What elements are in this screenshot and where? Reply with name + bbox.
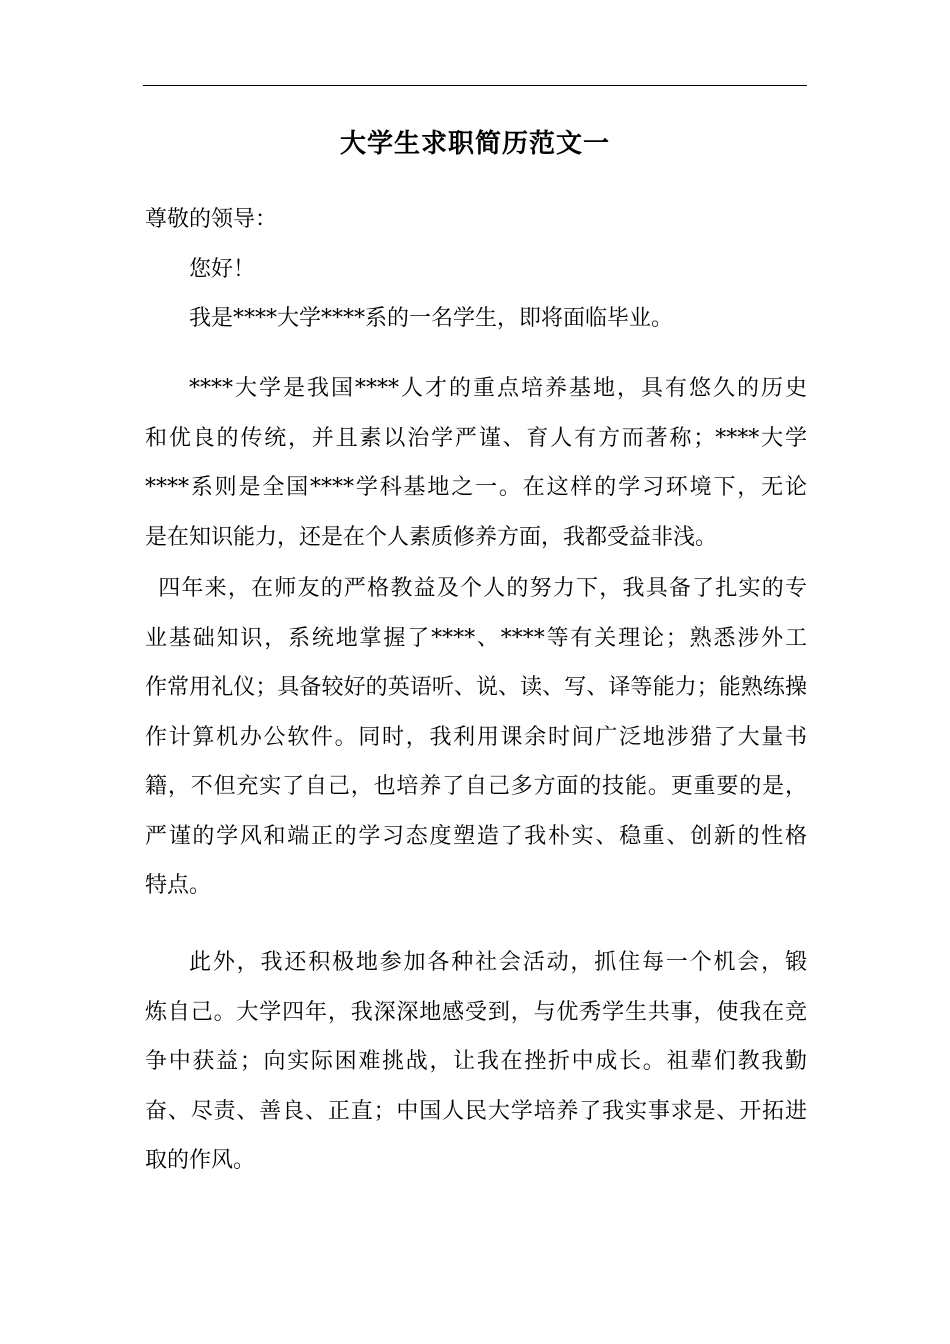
paragraph-school-background	[145, 364, 807, 562]
greeting: 您好！	[189, 257, 256, 282]
paragraph-line: 和优良的传统，并且素以治学严谨、育人有方而著称；****大学	[145, 425, 807, 451]
paragraph-line: ****大学是我国****人才的重点培养基地，具有悠久的历史	[189, 376, 807, 401]
paragraph-line: 籍，不但充实了自己，也培养了自己多方面的技能。更重要的是，	[145, 774, 807, 799]
paragraph-four-years	[145, 564, 807, 911]
paragraph-line: 特点。	[145, 873, 212, 898]
paragraph-line: 奋、尽责、善良、正直；中国人民大学培养了我实事求是、开拓进	[145, 1098, 807, 1124]
paragraph-line: 四年来，在师友的严格教益及个人的努力下，我具备了扎实的专	[158, 576, 807, 601]
paragraph-line: 作计算机办公软件。同时，我利用课余时间广泛地涉猎了大量书	[145, 724, 807, 750]
paragraph-line: 取的作风。	[145, 1148, 256, 1173]
salutation: 尊敬的领导：	[145, 207, 278, 232]
paragraph-social-activities	[145, 938, 807, 1186]
document-title: 大学生求职简历范文一	[339, 129, 610, 159]
header-rule	[143, 85, 807, 86]
paragraph-line: 此外，我还积极地参加各种社会活动，抓住每一个机会，锻	[189, 950, 807, 975]
paragraph-line: 作常用礼仪；具备较好的英语听、说、读、写、译等能力；能熟练操	[145, 675, 807, 700]
paragraph-line: 炼自己。大学四年，我深深地感受到，与优秀学生共事，使我在竞	[145, 999, 807, 1025]
paragraph-line: ****系则是全国****学科基地之一。在这样的学习环境下，无论	[145, 475, 807, 500]
intro-sentence: 我是****大学****系的一名学生，即将面临毕业。	[189, 306, 674, 331]
paragraph-line: 业基础知识，系统地掌握了****、****等有关理论；熟悉涉外工	[145, 625, 807, 651]
paragraph-line: 是在知识能力，还是在个人素质修养方面，我都受益非浅。	[145, 524, 718, 550]
paragraph-line: 严谨的学风和端正的学习态度塑造了我朴实、稳重、创新的性格	[145, 823, 807, 849]
paragraph-line: 争中获益；向实际困难挑战，让我在挫折中成长。祖辈们教我勤	[145, 1049, 807, 1074]
